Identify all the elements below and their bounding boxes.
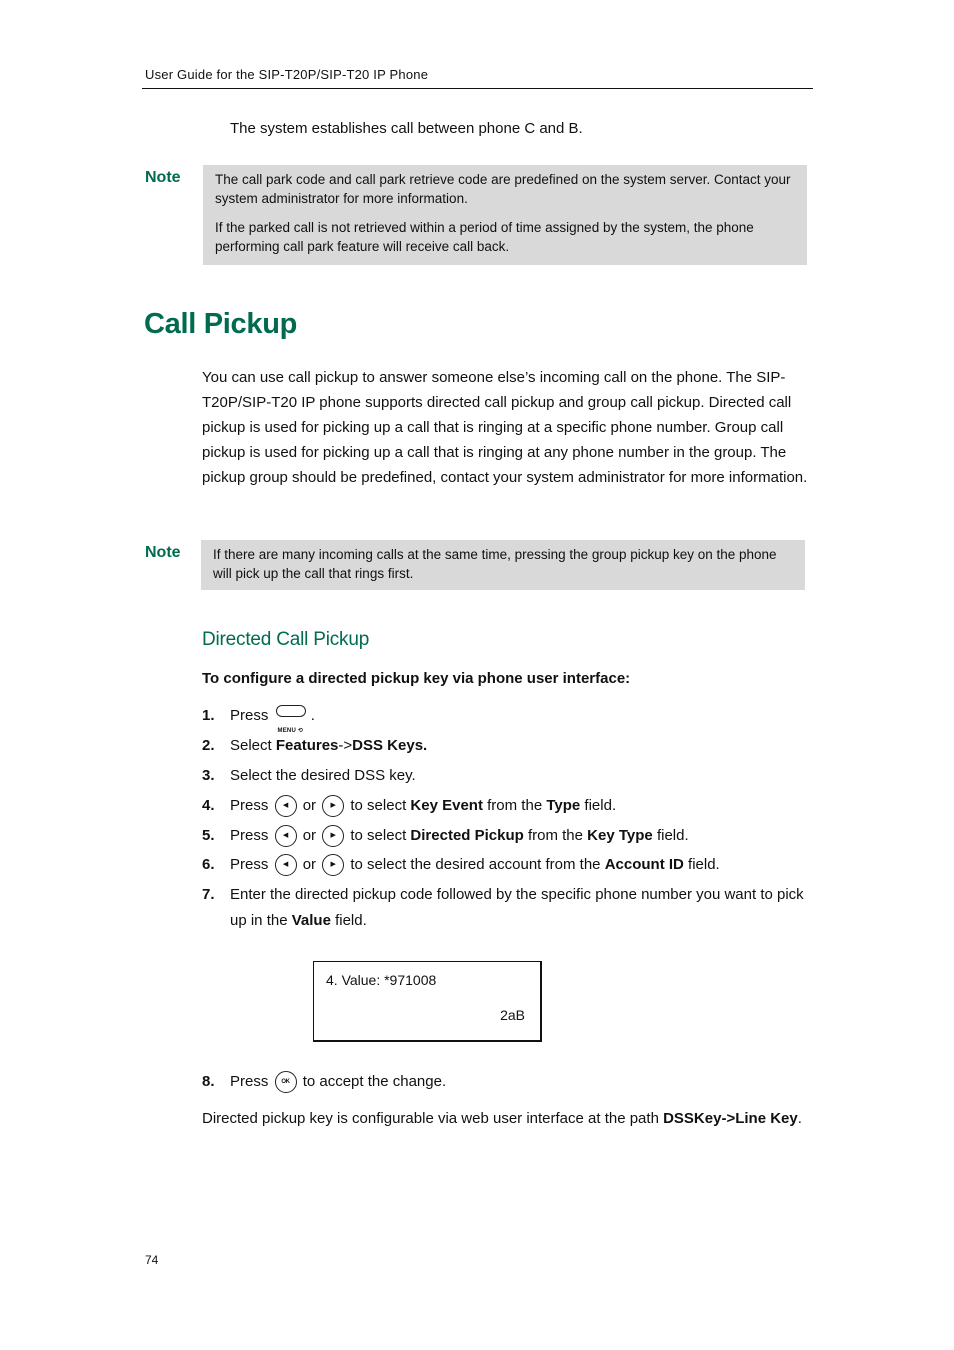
left-arrow-key-icon: ◀ [275,825,297,847]
step-number: 5. [202,827,215,844]
note-label: Note [145,169,181,186]
note-label: Note [145,544,181,561]
step-text: Press [230,856,269,873]
step-item [202,793,814,819]
note-paragraph: If there are many incoming calls at the same time, pressing the group pickup key on the phone will pick up the call that rings first. [213,547,777,581]
step-text: to select [350,797,407,814]
web-path: DSSKey->Line Key [663,1110,798,1127]
step-text: or [302,856,317,873]
field-value: Value [291,912,331,929]
step-item [202,703,814,735]
step-text: Press [230,1073,269,1090]
running-header: User Guide for the SIP-T20P/SIP-T20 IP Phone [145,67,429,82]
subsection-title: Directed Call Pickup [202,629,370,650]
step-number: 7. [202,886,215,903]
field-key-type: Key Type [587,827,653,844]
step-text: -> [338,737,353,754]
step-item [202,1069,814,1095]
step-number: 8. [202,1073,215,1090]
step-text: Select [230,737,272,754]
step-text: Select the desired DSS key. [230,767,416,784]
header-divider [142,88,813,89]
step-item [202,823,814,849]
note-box [201,540,805,590]
step-number: 6. [202,856,215,873]
step-item [202,763,814,789]
right-arrow-key-icon: ▶ [322,825,344,847]
step-item [202,882,814,934]
step-text: field. [335,912,367,929]
note-box [203,165,807,265]
step-text: field. [656,827,689,844]
option-key-event: Key Event [410,797,483,814]
lcd-input-mode: 2aB [500,1007,525,1023]
ok-key-icon: OK [275,1071,297,1093]
lcd-line-value: 4. Value: *971008 [326,972,437,988]
field-account-id: Account ID [604,856,684,873]
page-number: 74 [145,1253,159,1267]
closing-paragraph [202,1106,814,1131]
field-type: Type [546,797,581,814]
step-text: to select [350,827,407,844]
menu-key-icon [275,705,307,735]
menu-path-dss-keys: DSS Keys. [352,737,428,754]
closing-text: Directed pickup key is configurable via web user interface at the path [202,1110,659,1127]
step-text: to accept the change. [302,1073,447,1090]
step-number: 1. [202,707,215,724]
step-text: Enter the directed pickup code followed by the specific phone number you want to pick up in the [230,886,804,929]
step-number: 2. [202,737,215,754]
phone-lcd-screen [313,961,542,1042]
step-text: Press [230,797,269,814]
section-title: Call Pickup [144,308,298,340]
left-arrow-key-icon: ◀ [275,854,297,876]
option-directed-pickup: Directed Pickup [410,827,524,844]
step-text: to select the desired account from the [350,856,601,873]
right-arrow-key-icon: ▶ [322,795,344,817]
step-item [202,852,814,878]
step-number: 4. [202,797,215,814]
note-paragraph: If the parked call is not retrieved within a period of time assigned by the system, the phone performing call park feature will receive call back. [215,220,754,254]
step-text: . [310,707,315,724]
left-arrow-key-icon: ◀ [275,795,297,817]
step-text: from the [527,827,583,844]
step-text: from the [487,797,543,814]
section-body: You can use call pickup to answer someone else’s incoming call on the phone. The SIP-T20P/SIP-T20 IP phone supports directed call pickup and group call pickup. Directed call pickup is used for picking up a call that is ringing at a specific phone number. Group call pickup is used for picking up a call that is ringing at any phone number in the group. The pickup group should be predefined, contact your system administrator for more information. [202,369,808,486]
menu-key-caption: MENU ⟲ [277,728,304,735]
procedure-title: To configure a directed pickup key via phone user interface: [202,670,631,687]
step-text: or [302,797,317,814]
note-paragraph: The call park code and call park retrieve code are predefined on the system server. Contact your system administrator for more information. [215,172,791,206]
step-text: Press [230,827,269,844]
step-text: or [302,827,317,844]
step-text: field. [688,856,720,873]
step-number: 3. [202,767,215,784]
step-item [202,733,814,759]
closing-end: . [797,1110,802,1127]
right-arrow-key-icon: ▶ [322,854,344,876]
menu-path-features: Features [275,737,339,754]
intro-line: The system establishes call between phone C and B. [230,120,583,137]
step-text: Press [230,707,269,724]
step-text: field. [584,797,617,814]
